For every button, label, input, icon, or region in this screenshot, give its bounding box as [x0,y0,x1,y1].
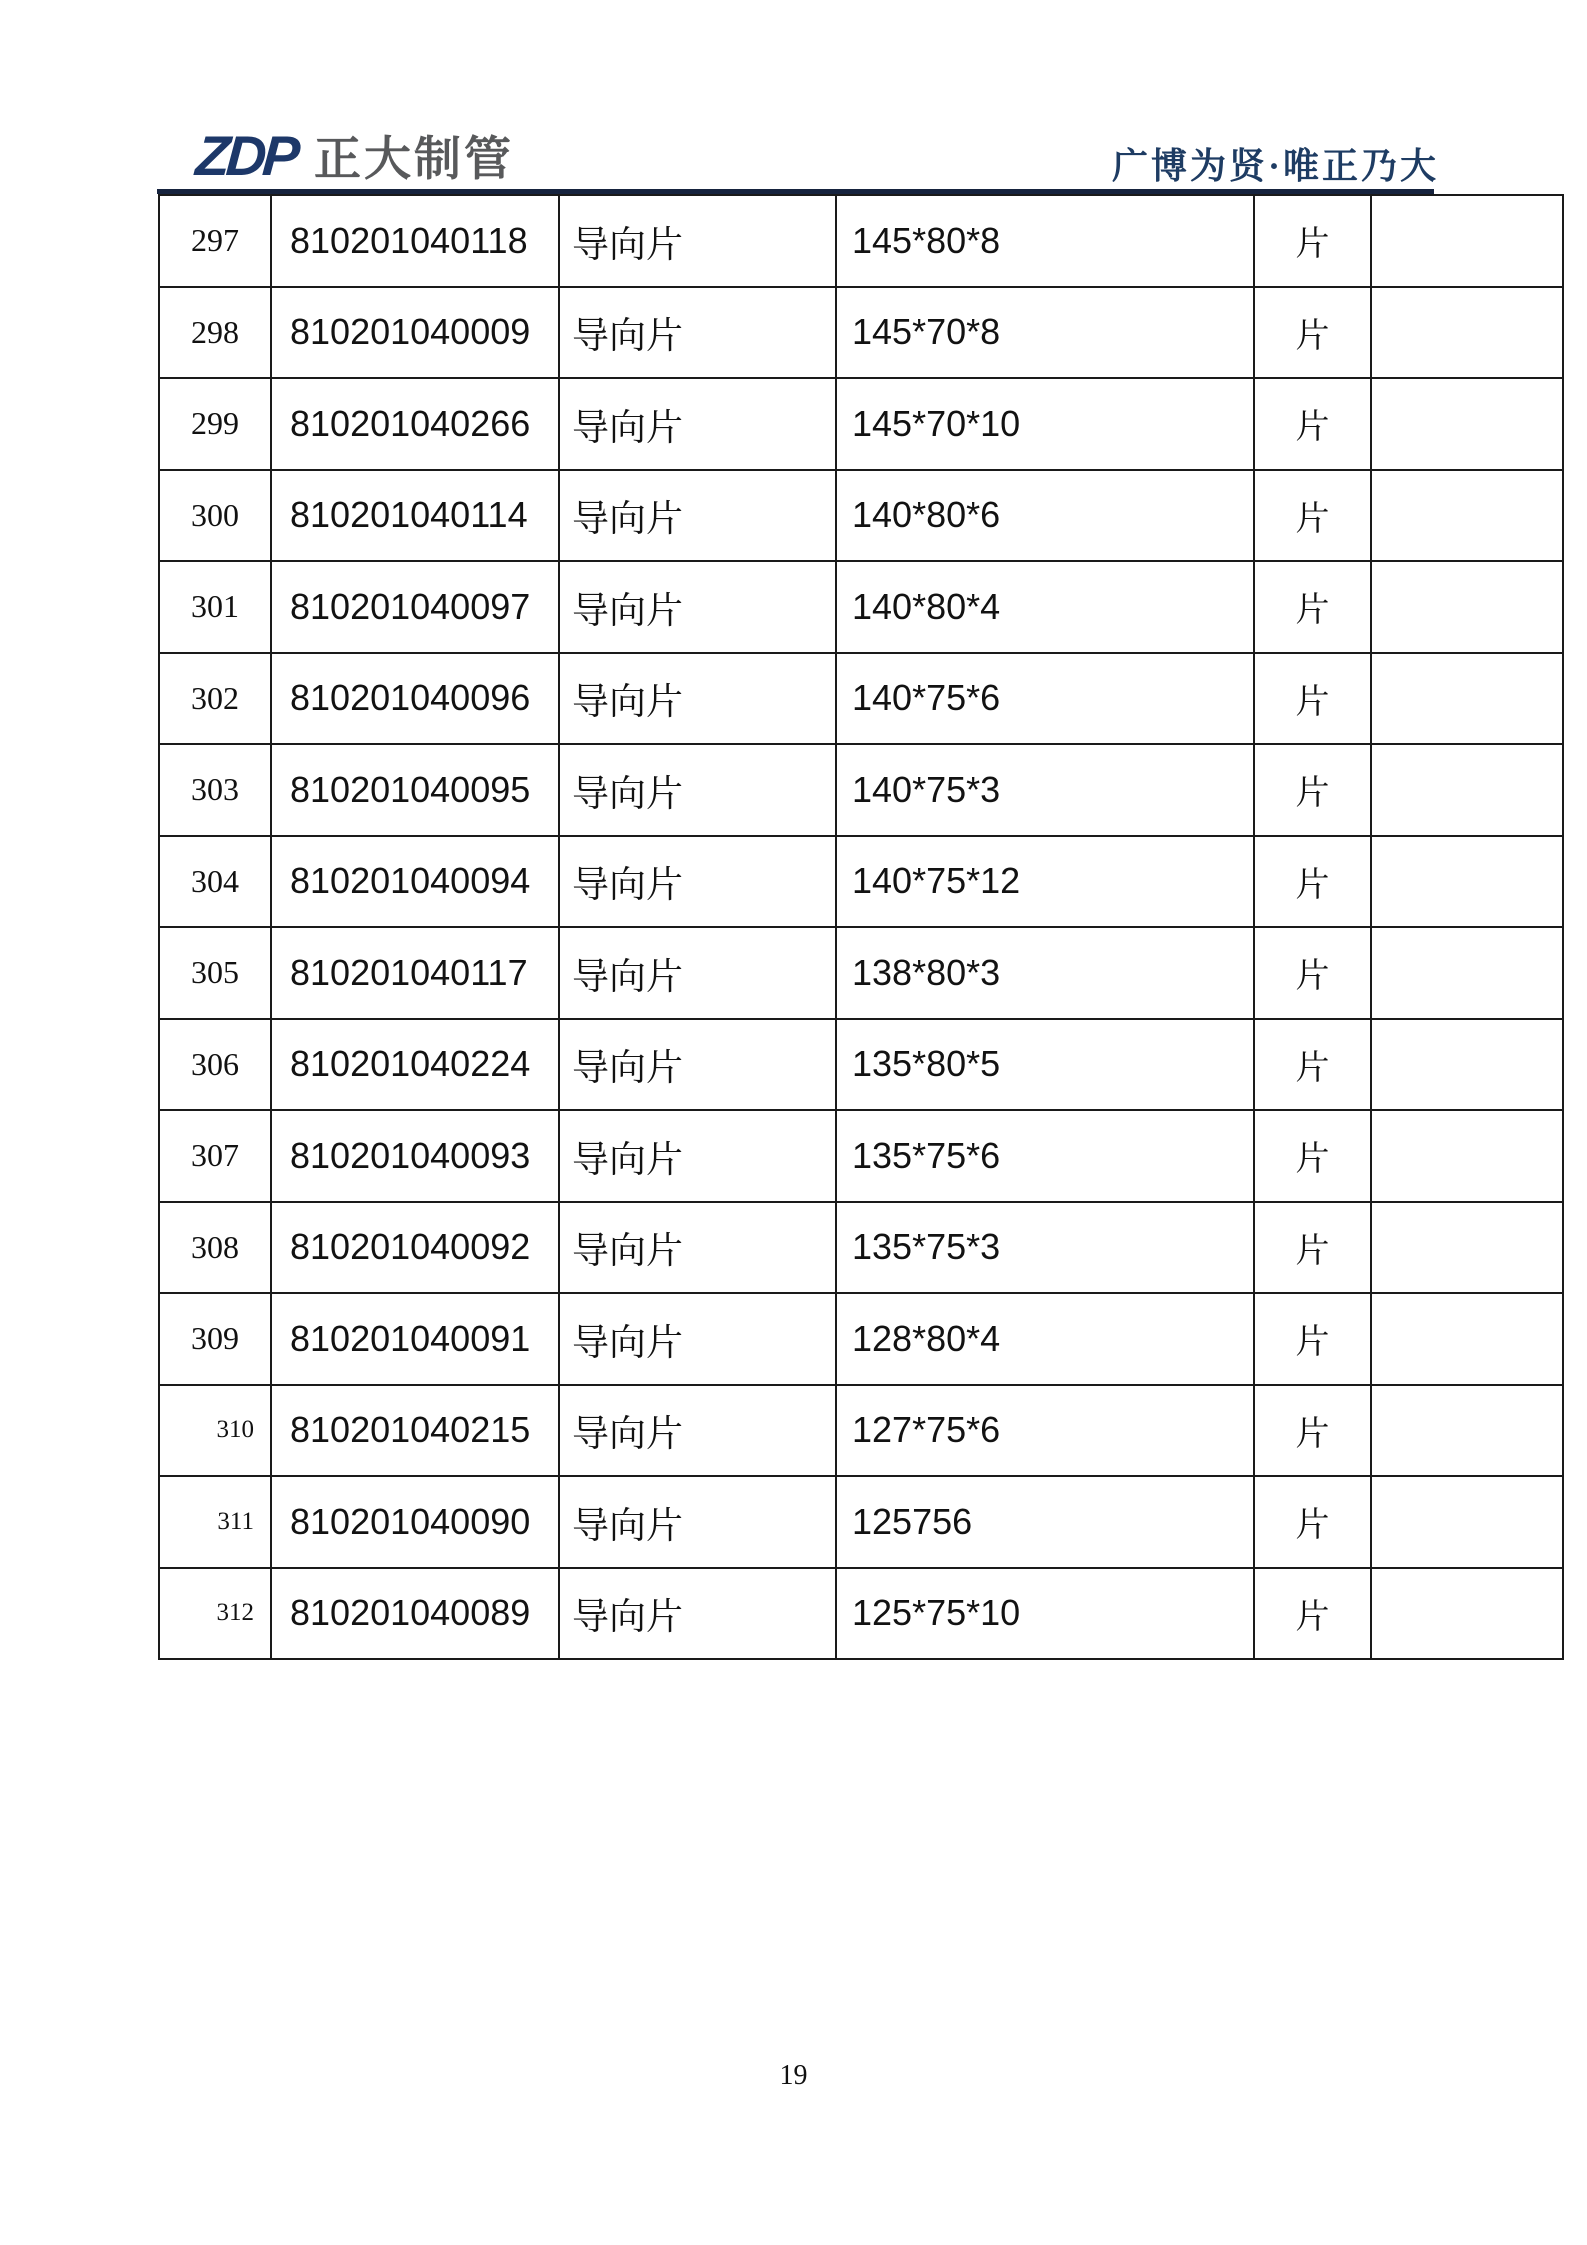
cell-note [1371,1568,1563,1660]
table-row [159,927,1563,1019]
cell-no: 306 [159,1019,271,1111]
cell-no: 299 [159,378,271,470]
cell-note [1371,1476,1563,1568]
cell-spec: 145*80*8 [836,195,1254,287]
cell-code: 810201040091 [271,1293,559,1385]
table-row [159,1293,1563,1385]
cell-name: 导向片 [559,287,836,379]
cell-code: 810201040090 [271,1476,559,1568]
cell-note [1371,470,1563,562]
table-row [159,561,1563,653]
table-row [159,1476,1563,1568]
cell-name: 导向片 [559,1019,836,1111]
cell-name: 导向片 [559,1202,836,1294]
cell-no: 300 [159,470,271,562]
cell-note [1371,195,1563,287]
cell-name: 导向片 [559,1476,836,1568]
cell-name: 导向片 [559,378,836,470]
cell-no: 309 [159,1293,271,1385]
cell-note [1371,1385,1563,1477]
cell-code: 810201040096 [271,653,559,745]
cell-note [1371,1293,1563,1385]
cell-no: 301 [159,561,271,653]
cell-spec: 138*80*3 [836,927,1254,1019]
cell-spec: 145*70*10 [836,378,1254,470]
cell-spec: 127*75*6 [836,1385,1254,1477]
cell-spec: 140*80*6 [836,470,1254,562]
cell-code: 810201040215 [271,1385,559,1477]
cell-unit: 片 [1254,744,1371,836]
cell-no: 311 [159,1476,271,1568]
table-row [159,195,1563,287]
cell-code: 810201040266 [271,378,559,470]
table-row [159,653,1563,745]
cell-note [1371,561,1563,653]
cell-note [1371,744,1563,836]
cell-note [1371,836,1563,928]
cell-note [1371,927,1563,1019]
cell-no: 312 [159,1568,271,1660]
cell-unit: 片 [1254,561,1371,653]
cell-spec: 140*75*12 [836,836,1254,928]
cell-no: 298 [159,287,271,379]
cell-spec: 135*75*3 [836,1202,1254,1294]
parts-table [158,194,1564,1660]
company-logo [193,122,514,189]
cell-name: 导向片 [559,653,836,745]
cell-unit: 片 [1254,1385,1371,1477]
cell-name: 导向片 [559,561,836,653]
cell-unit: 片 [1254,1568,1371,1660]
cell-unit: 片 [1254,1293,1371,1385]
cell-note [1371,1019,1563,1111]
cell-name: 导向片 [559,195,836,287]
table-row [159,836,1563,928]
cell-no: 302 [159,653,271,745]
cell-unit: 片 [1254,836,1371,928]
cell-code: 810201040114 [271,470,559,562]
cell-spec: 145*70*8 [836,287,1254,379]
cell-unit: 片 [1254,653,1371,745]
cell-name: 导向片 [559,836,836,928]
cell-spec: 135*80*5 [836,1019,1254,1111]
cell-no: 305 [159,927,271,1019]
cell-unit: 片 [1254,287,1371,379]
cell-unit: 片 [1254,1476,1371,1568]
page-number: 19 [779,2060,808,2091]
cell-spec: 135*75*6 [836,1110,1254,1202]
cell-code: 810201040224 [271,1019,559,1111]
cell-name: 导向片 [559,470,836,562]
company-name: 正大制管 [314,132,514,185]
cell-code: 810201040097 [271,561,559,653]
cell-unit: 片 [1254,1202,1371,1294]
table-row [159,470,1563,562]
cell-unit: 片 [1254,927,1371,1019]
cell-code: 810201040095 [271,744,559,836]
table-row [159,378,1563,470]
cell-name: 导向片 [559,1293,836,1385]
cell-code: 810201040117 [271,927,559,1019]
cell-code: 810201040009 [271,287,559,379]
cell-unit: 片 [1254,378,1371,470]
cell-spec: 140*75*6 [836,653,1254,745]
cell-name: 导向片 [559,744,836,836]
cell-name: 导向片 [559,1110,836,1202]
table-row [159,1385,1563,1477]
table-row [159,1110,1563,1202]
cell-unit: 片 [1254,1019,1371,1111]
cell-code: 810201040094 [271,836,559,928]
cell-unit: 片 [1254,1110,1371,1202]
cell-spec: 125*75*10 [836,1568,1254,1660]
table-row [159,1019,1563,1111]
table-row [159,287,1563,379]
table-row [159,1568,1563,1660]
cell-code: 810201040089 [271,1568,559,1660]
cell-code: 810201040092 [271,1202,559,1294]
table-row [159,1202,1563,1294]
cell-spec: 125756 [836,1476,1254,1568]
cell-no: 310 [159,1385,271,1477]
cell-name: 导向片 [559,1385,836,1477]
cell-spec: 128*80*4 [836,1293,1254,1385]
cell-no: 307 [159,1110,271,1202]
company-slogan: 广博为贤·唯正乃大 [1112,146,1440,186]
cell-note [1371,1202,1563,1294]
cell-no: 303 [159,744,271,836]
cell-unit: 片 [1254,195,1371,287]
cell-no: 308 [159,1202,271,1294]
cell-note [1371,653,1563,745]
cell-no: 304 [159,836,271,928]
zdp-logo-mark: ZDP [193,124,299,187]
cell-name: 导向片 [559,927,836,1019]
cell-note [1371,287,1563,379]
cell-spec: 140*80*4 [836,561,1254,653]
cell-code: 810201040118 [271,195,559,287]
cell-note [1371,1110,1563,1202]
cell-note [1371,378,1563,470]
cell-code: 810201040093 [271,1110,559,1202]
cell-spec: 140*75*3 [836,744,1254,836]
table-row [159,744,1563,836]
cell-no: 297 [159,195,271,287]
cell-unit: 片 [1254,470,1371,562]
cell-name: 导向片 [559,1568,836,1660]
